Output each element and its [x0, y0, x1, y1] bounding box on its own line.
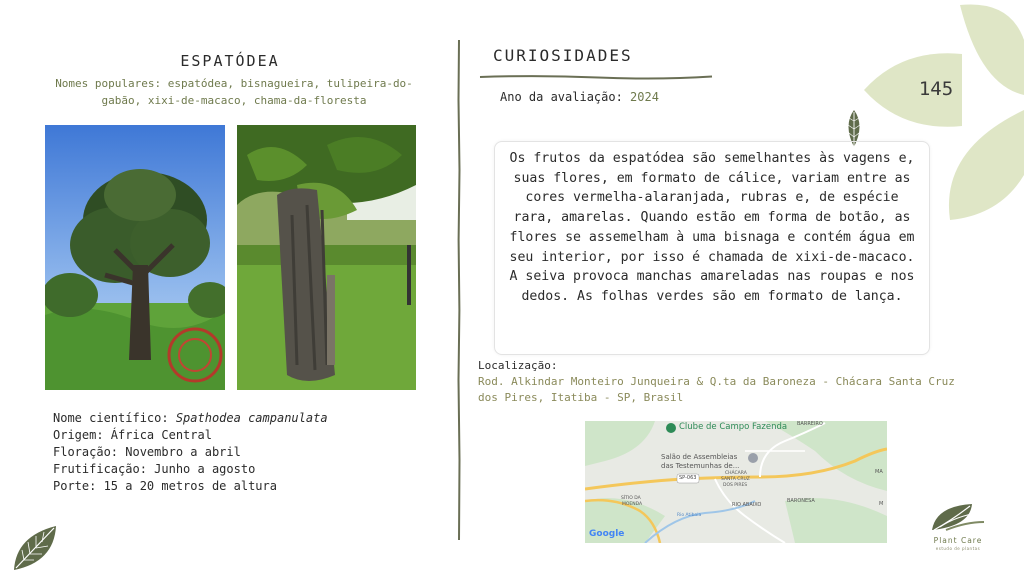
map-label: Rio Atibaia: [677, 513, 702, 518]
curiosities-text: Os frutos da espatódea são semelhantes às vagens e, suas flores, em formato de cálice, variam entre as cores vermelha-alaranjada, rubras e, de espécie rara, amarelas. Quando estão em forma de botão, as flores se assemelham à uma bisnaga e contém água em seu interior, por isso é chamada de xixi-de-macaco. A seiva provoca manchas amareladas nas roupas e nos dedos. As folhas verdes são em formato de lança.: [509, 151, 915, 304]
map-label: M: [879, 501, 884, 507]
trunk-photo: [237, 125, 416, 390]
brand-name: Plant Care: [933, 536, 983, 545]
evaluation-year: Ano da avaliação: 2024: [500, 90, 659, 104]
location-address: Rod. Alkindar Monteiro Junqueira & Q.ta da Baroneza - Chácara Santa Cruz dos Pires, Itatiba - SP, Brasil: [478, 375, 955, 404]
map-label: BARONESA: [787, 498, 815, 504]
map-label: Clube de Campo Fazenda: [679, 422, 788, 432]
map-label: SÍTIO DA: [621, 496, 641, 501]
curiosities-title: CURIOSIDADES: [493, 46, 633, 65]
tree-size: Porte: 15 a 20 metros de altura: [53, 479, 277, 493]
scientific-name-value: Spathodea campanulata: [175, 411, 328, 425]
fruiting: Frutificação: Junho a agosto: [53, 462, 256, 476]
brand-tagline: estudo de plantas: [935, 546, 981, 551]
map-label: das Testemunhas de...: [661, 462, 740, 470]
title-underline: [478, 66, 714, 74]
page-number: 145: [918, 78, 954, 100]
map-label: SANTA CRUZ: [721, 477, 750, 482]
map-label: DOS PIRES: [723, 483, 748, 488]
map-label: MOENDA: [622, 502, 643, 507]
map-label: CHÁCARA: [725, 471, 747, 476]
tree-photo: [45, 125, 225, 390]
flowering: Floração: Novembro a abril: [53, 445, 241, 459]
location-map[interactable]: [585, 421, 887, 543]
scientific-name: Nome científico: Spathodea campanulata: [53, 411, 328, 425]
location-label: Localização:: [478, 359, 558, 372]
evaluation-year-value: 2024: [630, 90, 659, 104]
popular-names: Nomes populares: espatódea, bisnagueira, tulipeira-do-gabão, xixi-de-macaco, chama-da-floresta: [55, 77, 413, 107]
map-label: SP-063: [679, 475, 697, 481]
map-label: RIO ABAIXO: [732, 502, 762, 508]
species-facts: [53, 410, 433, 495]
bottom-leaf-icon: [10, 522, 62, 574]
map-label: Salão de Assembleias: [661, 453, 738, 461]
map-label: MA: [875, 469, 883, 475]
map-label: BARREIRO: [797, 421, 823, 427]
column-divider: [457, 40, 461, 540]
species-title: ESPATÓDEA: [180, 52, 280, 70]
origin: Origem: África Central: [53, 428, 212, 442]
google-logo: Google: [589, 529, 625, 539]
